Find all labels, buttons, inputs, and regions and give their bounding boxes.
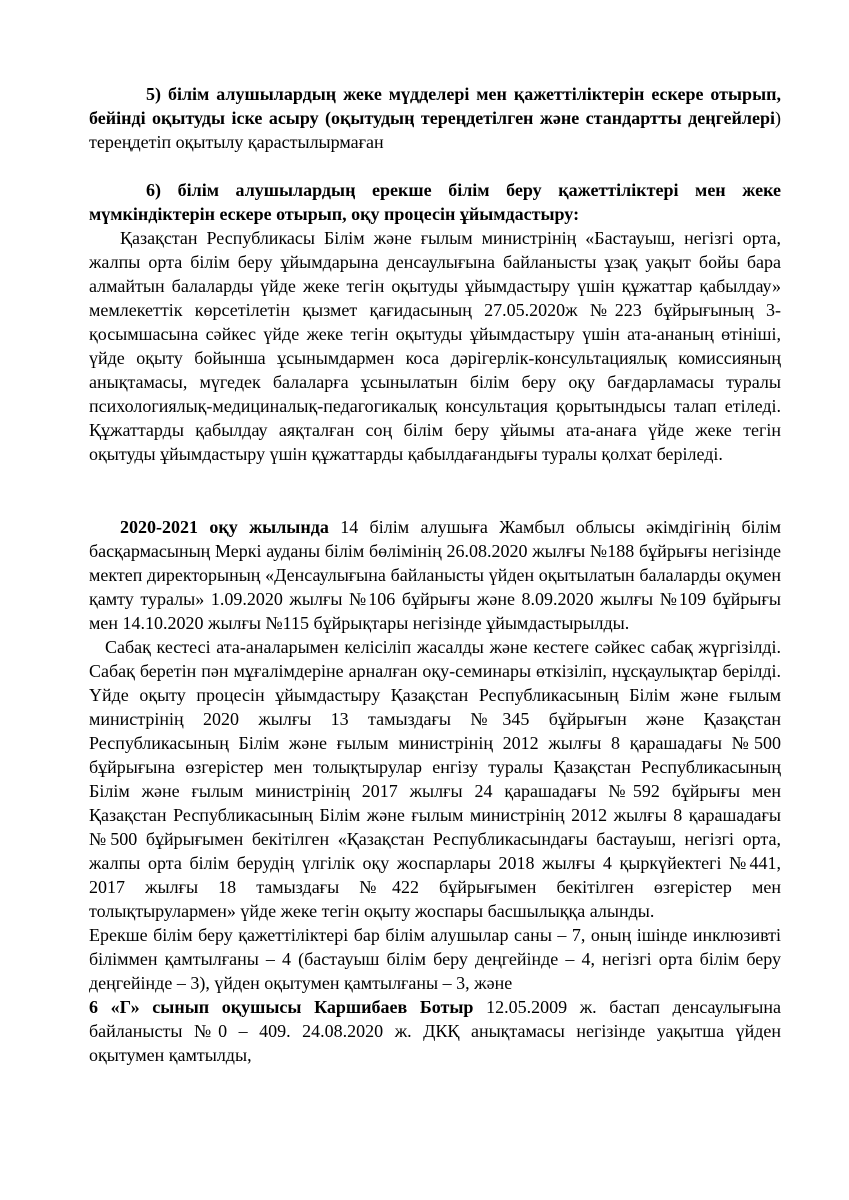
student-text: 12.05.2009 ж. бастап денсаулығына байланысты №0 – 409. 24.08.2020 ж. ДКҚ анықтамасы негізінде уақытша үйден оқытумен қамтылды, xyxy=(89,997,781,1065)
section-6 xyxy=(89,178,781,466)
year-2020-paragraph-1 xyxy=(89,515,781,635)
section-6-heading: 6) білім алушылардың ерекше білім беру қажеттіліктері мен жеке мүмкіндіктерін ескере отырып, оқу процесін ұйымдастыру: xyxy=(89,180,781,224)
section-5-heading-tail: ) тереңдетіп оқытылу қарастылырмаған xyxy=(89,108,781,152)
year-2020-section xyxy=(89,515,781,1067)
year-2020-paragraph-3: Ерекше білім беру қажеттіліктері бар білім алушылар саны – 7, оның ішінде инклюзивті біліммен қамтылғаны – 4 (бастауыш білім беру деңгейінде – 4, негізгі орта білім беру деңгейінде – 3), үйден оқытумен қамтылғаны – 3, және xyxy=(89,925,781,993)
section-6-paragraph: Қазақстан Республикасы Білім және ғылым министрінің «Бастауыш, негізгі орта, жалпы орта білім беру ұйымдарына денсаулығына байланысты ұзақ уақыт бойы бара алмайтын балаларды үйде жеке тегін оқытуды ұйымдастыру үшін құжаттар қабылдау» мемлекеттік көрсетілетін қызмет қағидасының 27.05.2020ж №223 бұйрығының 3- қосымшасына сәйкес үйде жеке тегін оқытуды ұйымдастыру үшін ата-ананың өтініші, үйде оқыту бойынша ұсынымдармен коса дәрігерлік-консультациялық комиссияның анықтамасы, мүгедек балаларға ұсынылатын білім беру оқу бағдарламасы туралы психологиялық-медициналық-педагогикалық консультация қорытындысы талап етіледі. Құжаттарды қабылдау аяқталған соң білім беру ұйымы ата-анаға үйде жеке тегін оқытуды ұйымдастыру үшін құжаттарды қабылдағандығы туралы қолхат беріледі. xyxy=(89,228,781,464)
section-5-heading-bold: 5) білім алушылардың жеке мүдделері мен қажеттіліктерін ескере отырып, бейінді оқытуды іске асыру (оқытудың тереңдетілген және стандартты деңгейлері xyxy=(89,84,781,128)
section-5 xyxy=(89,82,781,154)
section-5-heading xyxy=(89,82,781,154)
year-2020-paragraph-2: Сабақ кестесі ата-аналарымен келісіліп жасалды және кестеге сәйкес сабақ жүргізілді. Сабақ беретін пән мұғалімдеріне арналған оқу-семинары өткізіліп, нұсқаулықтар берілді. Үйде оқыту процесін ұйымдастыру Қазақстан Республикасының Білім және ғылым министрінің 2020 жылғы 13 тамыздағы №345 бұйрығын және Қазақстан Республикасының Білім және ғылым министрінің 2012 жылғы 8 қарашадағы №500 бұйрығына өзгерістер мен толықтырулар енгізу туралы Қазақстан Республикасының Білім және ғылым министрінің 2017 жылғы 24 қарашадағы №592 бұйрығы мен Қазақстан Республикасының Білім және ғылым министрінің 2012 жылғы 8 қарашадағы №500 бұйрығымен бекітілген «Қазақстан Республикасындағы бастауыш, негізгі орта, жалпы орта білім берудің үлгілік оқу жоспарлары 2018 жылғы 4 қыркүйектегі №441, 2017 жылғы 18 тамыздағы №422 бұйрығымен бекітілген өзгерістер мен толықтырулармен» үйде жеке тегін оқыту жоспары басшылыққа алынды. xyxy=(89,637,781,921)
year-2020-paragraph-1-text: 14 білім алушыға Жамбыл облысы әкімдігінің білім басқармасының Меркі ауданы білім бөлімінің 26.08.2020 жылғы №188 бұйрығы негізінде мектеп директорының «Денсаулығына байланысты үйден оқытылатын балаларды оқумен қамту туралы» 1.09.2020 жылғы №106 бұйрығы және 8.09.2020 жылғы №109 бұйрығы мен 14.10.2020 жылғы №115 бұйрықтары негізінде ұйымдастырылды. xyxy=(89,517,781,633)
year-2020-lead: 2020-2021 оқу жылында xyxy=(120,517,329,537)
student-paragraph xyxy=(89,995,781,1067)
student-name: 6 «Г» сынып оқушысы Каршибаев Ботыр xyxy=(89,997,474,1017)
